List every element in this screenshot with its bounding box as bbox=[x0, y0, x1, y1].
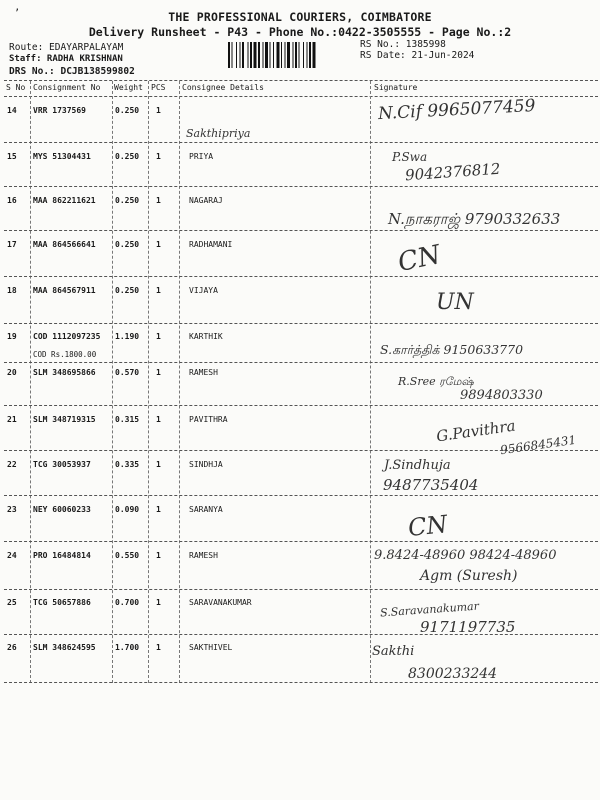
row-weight: 0.550 bbox=[115, 551, 140, 560]
row-pcs: 1 bbox=[156, 460, 161, 469]
col-header-signature: Signature bbox=[374, 83, 418, 92]
row-weight: 0.250 bbox=[115, 286, 140, 295]
row-sno: 14 bbox=[7, 106, 17, 115]
row-consignee: PAVITHRA bbox=[189, 415, 228, 424]
row-sno: 18 bbox=[7, 286, 17, 295]
col-header-sno: S No bbox=[6, 83, 26, 92]
row-sno: 23 bbox=[7, 505, 17, 514]
row-pcs: 1 bbox=[156, 196, 161, 205]
staff-label: Staff: RADHA KRISHNAN bbox=[9, 54, 123, 64]
signature: 9042376812 bbox=[404, 159, 501, 185]
signature: CN bbox=[406, 510, 449, 542]
signature: 9171197735 bbox=[420, 618, 516, 636]
signature: S.Saravanakumar bbox=[379, 599, 480, 620]
signature: UN bbox=[436, 290, 474, 315]
row-weight: 0.335 bbox=[115, 460, 140, 469]
row-consignee: PRIYA bbox=[189, 152, 214, 161]
signature: S.கார்த்திக் 9150633770 bbox=[380, 342, 524, 357]
signature: P.Swa bbox=[392, 150, 428, 164]
signature: G.Pavithra bbox=[435, 416, 517, 446]
row-weight: 0.250 bbox=[115, 196, 140, 205]
row-pcs: 1 bbox=[156, 598, 161, 607]
row-consignee: NAGARAJ bbox=[189, 196, 223, 205]
row-consignment: SLM 348719315 bbox=[33, 415, 96, 424]
row-consignee: RAMESH bbox=[189, 368, 218, 377]
row-divider bbox=[4, 142, 598, 143]
signature: J.Sindhuja bbox=[384, 458, 451, 473]
signature: CN bbox=[395, 239, 444, 279]
row-consignment: MAA 864566641 bbox=[33, 240, 96, 249]
row-weight: 0.315 bbox=[115, 415, 140, 424]
signature: R.Sree ரமேஷ் bbox=[398, 375, 474, 388]
row-cod-amount: COD Rs.1800.00 bbox=[33, 350, 97, 359]
runsheet-title: Delivery Runsheet - P43 - Phone No.:0422-3505555 - Page No.:2 bbox=[88, 25, 512, 39]
row-weight: 1.700 bbox=[115, 643, 140, 652]
col-divider bbox=[112, 81, 113, 683]
row-sno: 15 bbox=[7, 152, 17, 161]
row-divider bbox=[4, 230, 598, 231]
row-pcs: 1 bbox=[156, 286, 161, 295]
company-title: THE PROFESSIONAL COURIERS, COIMBATORE bbox=[168, 10, 432, 24]
signature: 9566845431 bbox=[499, 432, 577, 458]
row-divider bbox=[4, 495, 598, 496]
row-pcs: 1 bbox=[156, 551, 161, 560]
signature: 9894803330 bbox=[460, 388, 543, 403]
row-sno: 17 bbox=[7, 240, 17, 249]
row-consignment: MAA 864567911 bbox=[33, 286, 96, 295]
row-pcs: 1 bbox=[156, 332, 161, 341]
signature: N.நாகராஜ் 9790332633 bbox=[388, 210, 561, 228]
row-consignment: NEY 60060233 bbox=[33, 505, 91, 514]
col-divider bbox=[179, 81, 180, 683]
row-sno: 25 bbox=[7, 598, 17, 607]
row-consignee: SINDHJA bbox=[189, 460, 223, 469]
row-pcs: 1 bbox=[156, 643, 161, 652]
row-divider bbox=[4, 186, 598, 187]
row-divider bbox=[4, 589, 598, 590]
row-sno: 21 bbox=[7, 415, 17, 424]
row-divider bbox=[4, 323, 598, 324]
row-pcs: 1 bbox=[156, 106, 161, 115]
row-sno: 22 bbox=[7, 460, 17, 469]
row-sno: 24 bbox=[7, 551, 17, 560]
rs-date: RS Date: 21-Jun-2024 bbox=[360, 50, 475, 61]
rs-number: RS No.: 1385998 bbox=[360, 39, 446, 50]
col-divider bbox=[30, 81, 31, 683]
row-sno: 26 bbox=[7, 643, 17, 652]
col-header-details: Consignee Details bbox=[182, 83, 264, 92]
handwritten-consignee-name: Sakthipriya bbox=[186, 127, 251, 140]
row-consignment: MYS 51304431 bbox=[33, 152, 91, 161]
col-header-pcs: PCS bbox=[151, 83, 166, 92]
row-pcs: 1 bbox=[156, 368, 161, 377]
row-pcs: 1 bbox=[156, 505, 161, 514]
signature: N.Cif 9965077459 bbox=[377, 95, 536, 125]
row-pcs: 1 bbox=[156, 415, 161, 424]
signature: Sakthi bbox=[372, 644, 415, 659]
row-weight: 0.250 bbox=[115, 152, 140, 161]
row-consignee: SARANYA bbox=[189, 505, 223, 514]
col-header-consignment: Consignment No bbox=[33, 83, 101, 92]
row-divider bbox=[4, 405, 598, 406]
row-consignment: TCG 50657886 bbox=[33, 598, 91, 607]
row-divider bbox=[4, 362, 598, 363]
row-consignee: RADHAMANI bbox=[189, 240, 233, 249]
drs-number: DRS No.: DCJB138599802 bbox=[9, 66, 135, 77]
tick-mark: ’ bbox=[14, 8, 21, 19]
row-consignment: TCG 30053937 bbox=[33, 460, 91, 469]
row-pcs: 1 bbox=[156, 152, 161, 161]
row-divider bbox=[4, 541, 598, 542]
barcode bbox=[228, 42, 352, 68]
row-consignment: SLM 348624595 bbox=[33, 643, 96, 652]
row-consignment: VRR 1737569 bbox=[33, 106, 86, 115]
row-consignment: SLM 348695866 bbox=[33, 368, 96, 377]
row-weight: 0.090 bbox=[115, 505, 140, 514]
col-header-weight: Weight bbox=[114, 83, 143, 92]
row-consignee: SAKTHIVEL bbox=[189, 643, 233, 652]
route-label: Route: EDAYARPALAYAM bbox=[9, 42, 124, 53]
signature: 8300233244 bbox=[408, 666, 498, 682]
row-weight: 0.570 bbox=[115, 368, 140, 377]
row-consignment: PRO 16484814 bbox=[33, 551, 91, 560]
row-divider bbox=[4, 682, 598, 683]
signature: 9.8424-48960 98424-48960 bbox=[374, 548, 557, 563]
row-consignment: MAA 862211621 bbox=[33, 196, 96, 205]
row-consignee: SARAVANAKUMAR bbox=[189, 598, 252, 607]
row-sno: 16 bbox=[7, 196, 17, 205]
row-weight: 0.700 bbox=[115, 598, 140, 607]
header-top-rule bbox=[4, 80, 598, 81]
row-sno: 19 bbox=[7, 332, 17, 341]
signature: Agm (Suresh) bbox=[420, 568, 518, 584]
row-weight: 0.250 bbox=[115, 106, 140, 115]
col-divider bbox=[370, 81, 371, 683]
row-divider bbox=[4, 276, 598, 277]
row-consignee: RAMESH bbox=[189, 551, 218, 560]
col-divider bbox=[148, 81, 149, 683]
row-consignment: COD 1112097235 bbox=[33, 332, 101, 341]
signature: 9487735404 bbox=[383, 476, 479, 494]
row-sno: 20 bbox=[7, 368, 17, 377]
row-weight: 0.250 bbox=[115, 240, 140, 249]
row-pcs: 1 bbox=[156, 240, 161, 249]
row-consignee: KARTHIK bbox=[189, 332, 223, 341]
row-consignee: VIJAYA bbox=[189, 286, 218, 295]
row-weight: 1.190 bbox=[115, 332, 140, 341]
